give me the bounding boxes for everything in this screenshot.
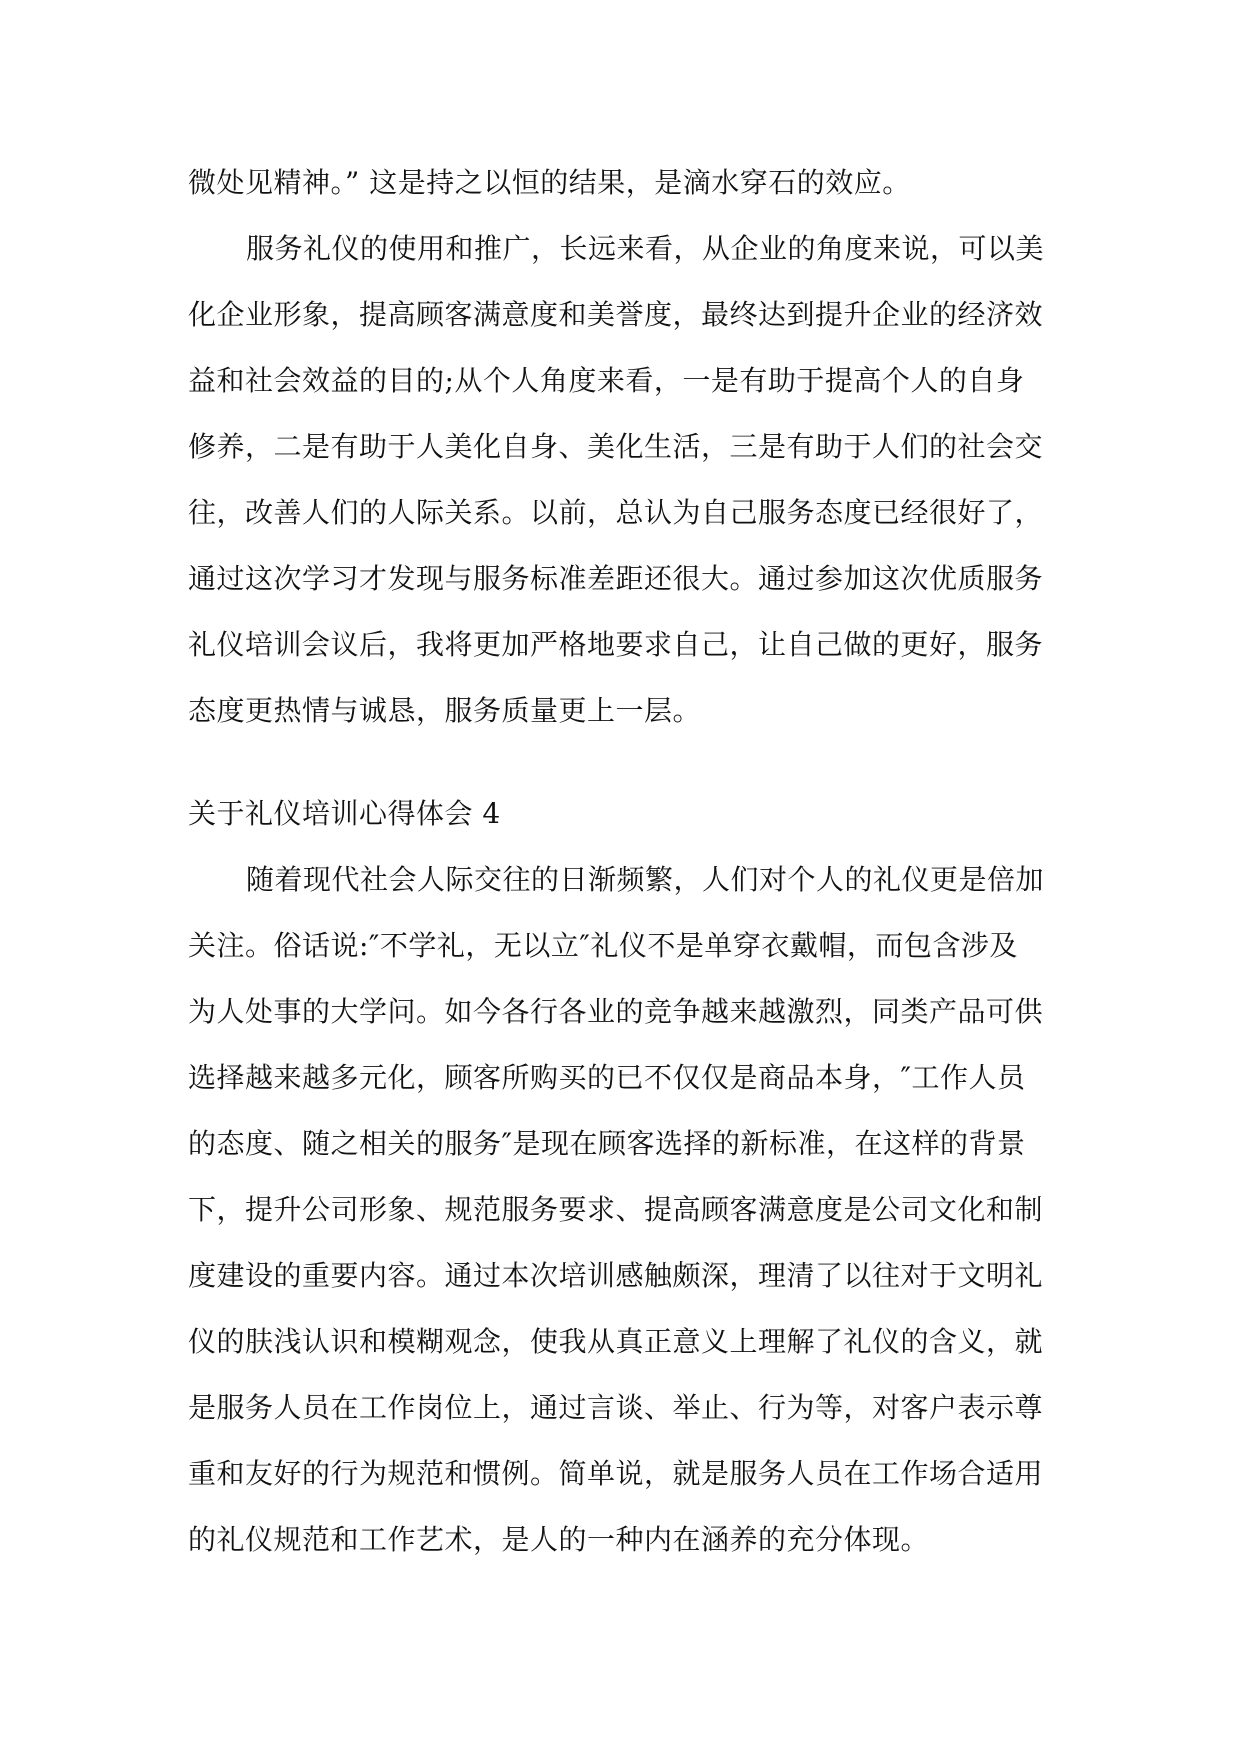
paragraph-block-bottom	[188, 847, 1088, 1573]
text-line: 态度更热情与诚恳，服务质量更上一层。	[188, 694, 702, 727]
paragraph-block-top	[188, 150, 1088, 744]
text-line: 微处见精神。” 这是持之以恒的结果，是滴水穿石的效应。	[188, 166, 911, 199]
section-heading-text: 关于礼仪培训心得体会 4	[188, 797, 501, 830]
text-line: 的态度、随之相关的服务″是现在顾客选择的新标准，在这样的背景	[188, 1127, 1026, 1160]
text-line: 礼仪培训会议后，我将更加严格地要求自己，让自己做的更好，服务	[188, 628, 1044, 661]
text-line: 的礼仪规范和工作艺术，是人的一种内在涵养的充分体现。	[188, 1523, 930, 1556]
text-line: 修养，二是有助于人美化自身、美化生活，三是有助于人们的社会交	[188, 430, 1044, 463]
text-line: 化企业形象，提高顾客满意度和美誉度，最终达到提升企业的经济效	[188, 298, 1044, 331]
text-line: 随着现代社会人际交往的日渐频繁，人们对个人的礼仪更是倍加	[246, 863, 1045, 896]
text-line: 是服务人员在工作岗位上，通过言谈、举止、行为等，对客户表示尊	[188, 1391, 1044, 1424]
text-line: 服务礼仪的使用和推广，长远来看，从企业的角度来说，可以美	[246, 232, 1045, 265]
text-line: 为人处事的大学问。如今各行各业的竞争越来越激烈，同类产品可供	[188, 995, 1044, 1028]
text-line: 度建设的重要内容。通过本次培训感触颇深，理清了以往对于文明礼	[188, 1259, 1044, 1292]
text-line: 通过这次学习才发现与服务标准差距还很大。通过参加这次优质服务	[188, 562, 1044, 595]
section-heading	[188, 781, 1088, 847]
text-line: 仪的肤浅认识和模糊观念，使我从真正意义上理解了礼仪的含义，就	[188, 1325, 1044, 1358]
text-line: 关注。俗话说:″不学礼，无以立″礼仪不是单穿衣戴帽，而包含涉及	[188, 929, 1018, 962]
text-line: 选择越来越多元化，顾客所购买的已不仅仅是商品本身，″工作人员	[188, 1061, 1026, 1094]
text-line: 下，提升公司形象、规范服务要求、提高顾客满意度是公司文化和制	[188, 1193, 1044, 1226]
text-line: 往，改善人们的人际关系。以前，总认为自己服务态度已经很好了，	[188, 496, 1044, 529]
text-line: 益和社会效益的目的;从个人角度来看，一是有助于提高个人的自身	[188, 364, 1025, 397]
text-line: 重和友好的行为规范和惯例。简单说，就是服务人员在工作场合适用	[188, 1457, 1044, 1490]
